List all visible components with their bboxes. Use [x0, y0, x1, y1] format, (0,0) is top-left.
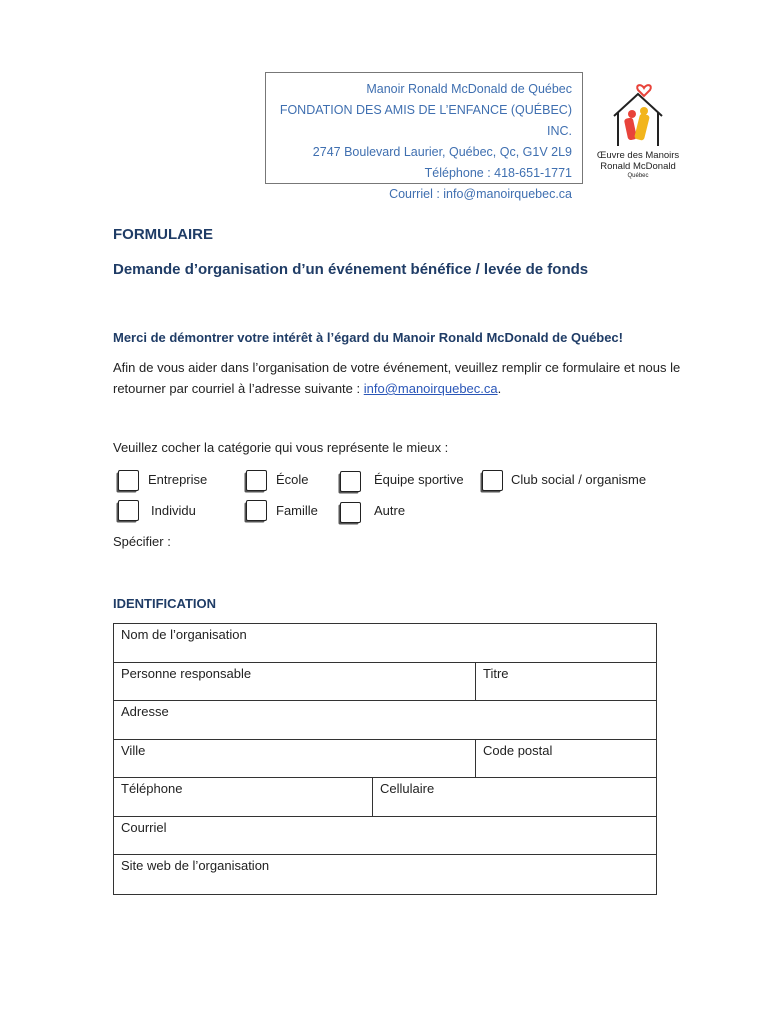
identification-title: IDENTIFICATION	[113, 596, 217, 611]
intro-text: Afin de vous aider dans l’organisation de votre événement, veuillez remplir ce formulaire et nous le retourner par courriel à l’adresse suivante :	[113, 360, 681, 396]
house-heart-icon	[610, 74, 666, 148]
contact-header-box	[265, 72, 583, 201]
logo-text	[588, 150, 688, 181]
field-organisation[interactable]: Nom de l’organisation	[121, 627, 247, 642]
header-line-phone: Téléphone : 418-651-1771	[424, 166, 572, 180]
table-row	[114, 855, 656, 894]
checkbox-autre[interactable]	[340, 502, 361, 523]
field-site-web[interactable]: Site web de l’organisation	[121, 858, 270, 873]
field-ville[interactable]: Ville	[121, 742, 146, 758]
checkbox-equipe-sportive[interactable]	[340, 471, 361, 492]
intro-end: .	[497, 381, 502, 396]
header-line-address: 2747 Boulevard Laurier, Québec, Qc, G1V 2L9	[312, 145, 572, 159]
header-line-organisation: Manoir Ronald McDonald de Québec	[366, 82, 572, 96]
form-subtitle: Demande d’organisation d’un événement bénéfice / levée de fonds	[113, 261, 589, 278]
table-row	[114, 663, 656, 702]
header-line-email: Courriel : info@manoirquebec.ca	[389, 187, 572, 201]
logo-line-1: Œuvre des Manoirs	[596, 150, 680, 161]
checkbox-famille[interactable]	[246, 500, 267, 521]
checkbox-ecole[interactable]	[246, 470, 267, 491]
checkbox-entreprise-label: Entreprise	[148, 472, 208, 487]
field-responsable[interactable]: Personne responsable	[121, 665, 252, 681]
field-courriel[interactable]: Courriel	[121, 819, 167, 835]
form-title: FORMULAIRE	[113, 226, 213, 243]
specify-label: Spécifier :	[113, 534, 171, 549]
logo-line-3: Québec	[627, 173, 649, 179]
checkbox-club-social[interactable]	[482, 470, 503, 491]
checkbox-equipe-sportive-label: Équipe sportive	[374, 472, 464, 487]
checkbox-individu-label: Individu	[151, 503, 196, 518]
category-question: Veuillez cocher la catégorie qui vous représente le mieux :	[113, 440, 449, 455]
table-row	[114, 817, 656, 856]
table-row	[114, 624, 656, 663]
logo-line-2: Ronald McDonald	[600, 161, 676, 172]
identification-table	[113, 623, 657, 895]
checkbox-individu[interactable]	[118, 500, 139, 521]
field-titre[interactable]: Titre	[475, 663, 656, 701]
field-telephone[interactable]: Téléphone	[121, 781, 183, 796]
table-row	[114, 701, 656, 740]
intro-email-link[interactable]: info@manoirquebec.ca	[363, 381, 498, 396]
intro-paragraph	[113, 357, 683, 399]
checkbox-autre-label: Autre	[374, 503, 406, 518]
field-code-postal[interactable]: Code postal	[475, 740, 656, 778]
field-cellulaire[interactable]: Cellulaire	[372, 778, 656, 816]
checkbox-entreprise[interactable]	[118, 470, 139, 491]
checkbox-ecole-label: École	[276, 472, 309, 487]
field-adresse[interactable]: Adresse	[121, 704, 169, 719]
checkbox-famille-label: Famille	[276, 503, 318, 518]
checkbox-club-social-label: Club social / organisme	[511, 472, 647, 487]
thanks-message: Merci de démontrer votre intérêt à l’égard du Manoir Ronald McDonald de Québec!	[113, 330, 623, 345]
table-row	[114, 740, 656, 779]
header-line-foundation: FONDATION DES AMIS DE L’ENFANCE (QUÉBEC) INC.	[279, 103, 572, 138]
table-row	[114, 778, 656, 817]
ronald-mcdonald-logo	[588, 74, 688, 186]
